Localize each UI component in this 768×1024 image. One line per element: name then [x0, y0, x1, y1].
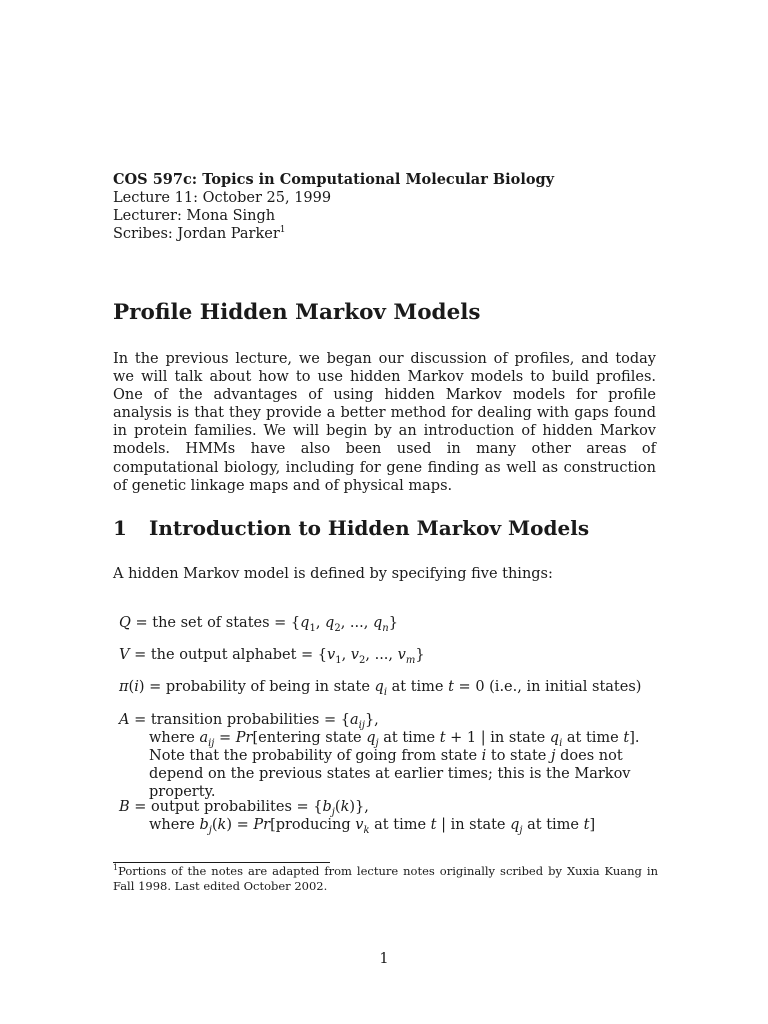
section-heading: [113, 516, 589, 540]
footnote-reference: 1: [279, 225, 286, 236]
lecture-date: Lecture 11: October 25, 1999: [113, 190, 332, 206]
course-title: COS 597c: Topics in Computational Molecular Biology: [113, 171, 555, 188]
definition-output-probabilities: B = output probabilites = $\{b_j(k)\}$, where $b_j(k)$ = Pr[producing $v_k$ at time t | in state $q_j$ at time t]: [119, 799, 596, 836]
footnote: [113, 864, 658, 894]
lecturer-name: Lecturer: Mona Singh: [113, 208, 276, 224]
document-title: Profile Hidden Markov Models: [113, 300, 481, 325]
scribes-line: [113, 225, 285, 243]
definition-alphabet: V = the output alphabet = {$v_1$, $v_2$, ..., $v_m$}: [119, 647, 425, 666]
section-number: 1: [113, 516, 127, 540]
page-number: 1: [379, 951, 389, 967]
footnote-text: Portions of the notes are adapted from lecture notes originally scribed by Xuxia Kuang in Fall 1998. Last edited October 2002.: [113, 864, 658, 893]
footnote-rule: [113, 862, 330, 863]
section-title: Introduction to Hidden Markov Models: [149, 516, 590, 540]
definition-initial-probability: π(i) = probability of being in state $q_i$ at time t = 0 (i.e., in initial states): [119, 679, 642, 698]
definition-states: Q = the set of states = {$q_1$, $q_2$, ..., $q_n$}: [119, 615, 398, 634]
definition-transition-probabilities: A = transition probabilities = $\{a_{ij}\}$, where $a_{ij}$ = Pr[entering state $q_j$ at time t + 1 | in state $q_i$ at time t]. Note that the probability of going from state i to state j does not depend on the previous states at earlier times; this is the Markov property.: [119, 712, 640, 801]
footnote-mark: 1: [113, 863, 119, 873]
section-lead-text: A hidden Markov model is defined by specifying five things:: [113, 566, 553, 582]
intro-paragraph: In the previous lecture, we began our discussion of profiles, and today we will talk about how to use hidden Markov models to build profiles. One of the advantages of using hidden Markov models for profile analysis is that they provide a better method for dealing with gaps found in protein families. We will begin by an introduction of hidden Markov models. HMMs have also been used in many other areas of computational biology, including for gene finding as well as construction of genetic linkage maps and of physical maps.: [113, 351, 656, 494]
scribes-text: Scribes: Jordan Parker: [113, 226, 280, 242]
